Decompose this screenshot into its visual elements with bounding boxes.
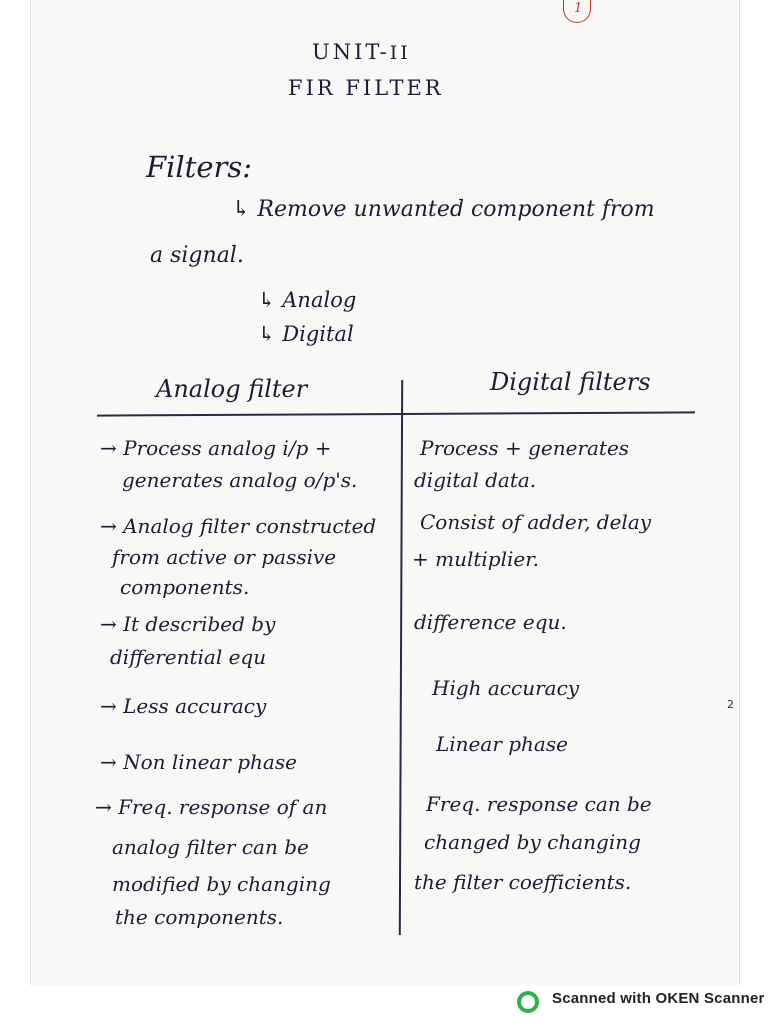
page-number: 1 <box>574 1 583 16</box>
definition-line-1: ↳ Remove unwanted component from <box>232 197 655 222</box>
analog-row-6-line-2: analog filter can be <box>112 835 309 859</box>
column-header-analog: Analog filter <box>156 375 308 403</box>
digital-row-6-line-2: changed by changing <box>424 830 641 854</box>
analog-row-5-line-1: → Non linear phase <box>100 750 297 774</box>
digital-row-5-line-1: Linear phase <box>436 732 568 756</box>
digital-row-1-line-2: digital data. <box>414 468 537 492</box>
filter-type-analog: ↳ Analog <box>258 288 357 312</box>
column-header-digital: Digital filters <box>490 368 651 396</box>
analog-row-2-line-2: from active or passive <box>112 545 337 569</box>
analog-row-1-line-1: → Process analog i/p + <box>100 436 332 460</box>
digital-row-6-line-1: Freq. response can be <box>426 792 652 816</box>
page-subtitle: FIR FILTER <box>288 76 444 100</box>
scanner-watermark-text: Scanned with OKEN Scanner <box>552 990 765 1007</box>
analog-row-2-line-1: → Analog filter constructed <box>100 514 377 538</box>
analog-row-3-line-1: → It described by <box>100 612 276 636</box>
unit-title-numeral: II <box>389 42 411 64</box>
filters-heading: Filters: <box>146 150 253 184</box>
edge-mark: 2 <box>727 698 734 711</box>
digital-row-6-line-3: the filter coefficients. <box>414 870 632 894</box>
analog-row-2-line-3: components. <box>120 575 250 599</box>
analog-row-3-line-2: differential equ <box>110 645 267 669</box>
analog-row-4-line-1: → Less accuracy <box>100 694 267 718</box>
digital-row-4-line-1: High accuracy <box>432 676 580 700</box>
unit-title-text: UNIT- <box>312 40 390 64</box>
unit-title <box>312 40 411 64</box>
analog-row-6-line-1: → Freq. response of an <box>95 795 328 819</box>
definition-line-2: a signal. <box>150 243 244 268</box>
scanner-logo-icon <box>517 991 539 1013</box>
digital-row-3-line-1: difference equ. <box>414 610 567 634</box>
analog-row-6-line-4: the components. <box>115 905 284 929</box>
digital-row-2-line-2: + multiplier. <box>412 547 539 571</box>
filter-type-digital: ↳ Digital <box>258 322 354 346</box>
analog-row-6-line-3: modified by changing <box>112 872 331 896</box>
analog-row-1-line-2: generates analog o/p's. <box>122 468 358 492</box>
digital-row-2-line-1: Consist of adder, delay <box>420 510 652 534</box>
digital-row-1-line-1: Process + generates <box>420 436 630 460</box>
